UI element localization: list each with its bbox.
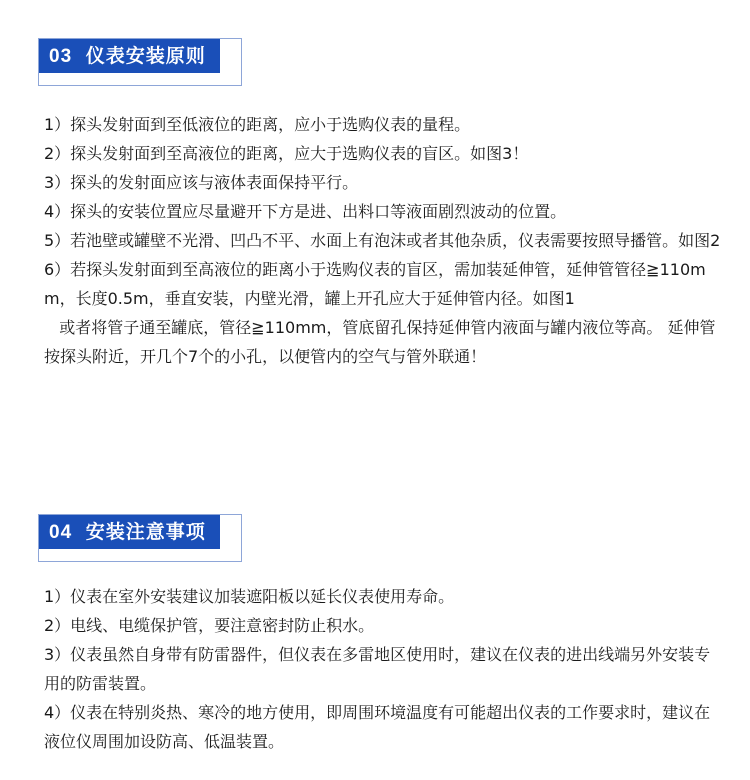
list-item: 1）探头发射面到至低液位的距离，应小于选购仪表的量程。 [44,115,471,134]
section-label [39,39,220,73]
notes-list [44,582,724,756]
principles-list [44,110,724,371]
list-item: 5）若池壁或罐壁不光滑、凹凸不平、水面上有泡沫或者其他杂质，仪表需要按照导播管。如图2 [44,231,721,250]
section-label [39,515,220,549]
list-item: 2）电线、电缆保护管，要注意密封防止积水。 [44,616,375,635]
list-item: 2）探头发射面到至高液位的距离，应大于选购仪表的盲区。如图3！ [44,144,529,163]
list-item: 1）仪表在室外安装建议加装遮阳板以延长仪表使用寿命。 [44,587,455,606]
list-item: 4）仪表在特别炎热、寒冷的地方使用，即周围环境温度有可能超出仪表的工作要求时，建议在液位仪周围加设防高、低温装置。 [44,703,711,751]
section-title: 仪表安装原则 [85,45,206,67]
list-item: 3）探头的发射面应该与液体表面保持平行。 [44,173,359,192]
section-header-installation-notes [38,514,242,562]
list-item: 3）仪表虽然自身带有防雷器件，但仪表在多雷地区使用时，建议在仪表的进出线端另外安装专用的防雷装置。 [44,645,711,693]
section-number: 04 [49,522,73,543]
list-item: 或者将管子通至罐底，管径≧110mm，管底留孔保持延伸管内液面与罐内液位等高。 延伸管按探头附近，开几个7个的小孔，以便管内的空气与管外联通！ [44,318,716,366]
list-item: 4）探头的安装位置应尽量避开下方是进、出料口等液面剧烈波动的位置。 [44,202,567,221]
section-title: 安装注意事项 [85,521,206,543]
section-header-installation-principles [38,38,242,86]
list-item: 6）若探头发射面到至高液位的距离小于选购仪表的盲区，需加装延伸管，延伸管管径≧110mm，长度0.5m，垂直安装，内壁光滑，罐上开孔应大于延伸管内径。如图1 [44,260,706,308]
section-number: 03 [49,46,73,67]
